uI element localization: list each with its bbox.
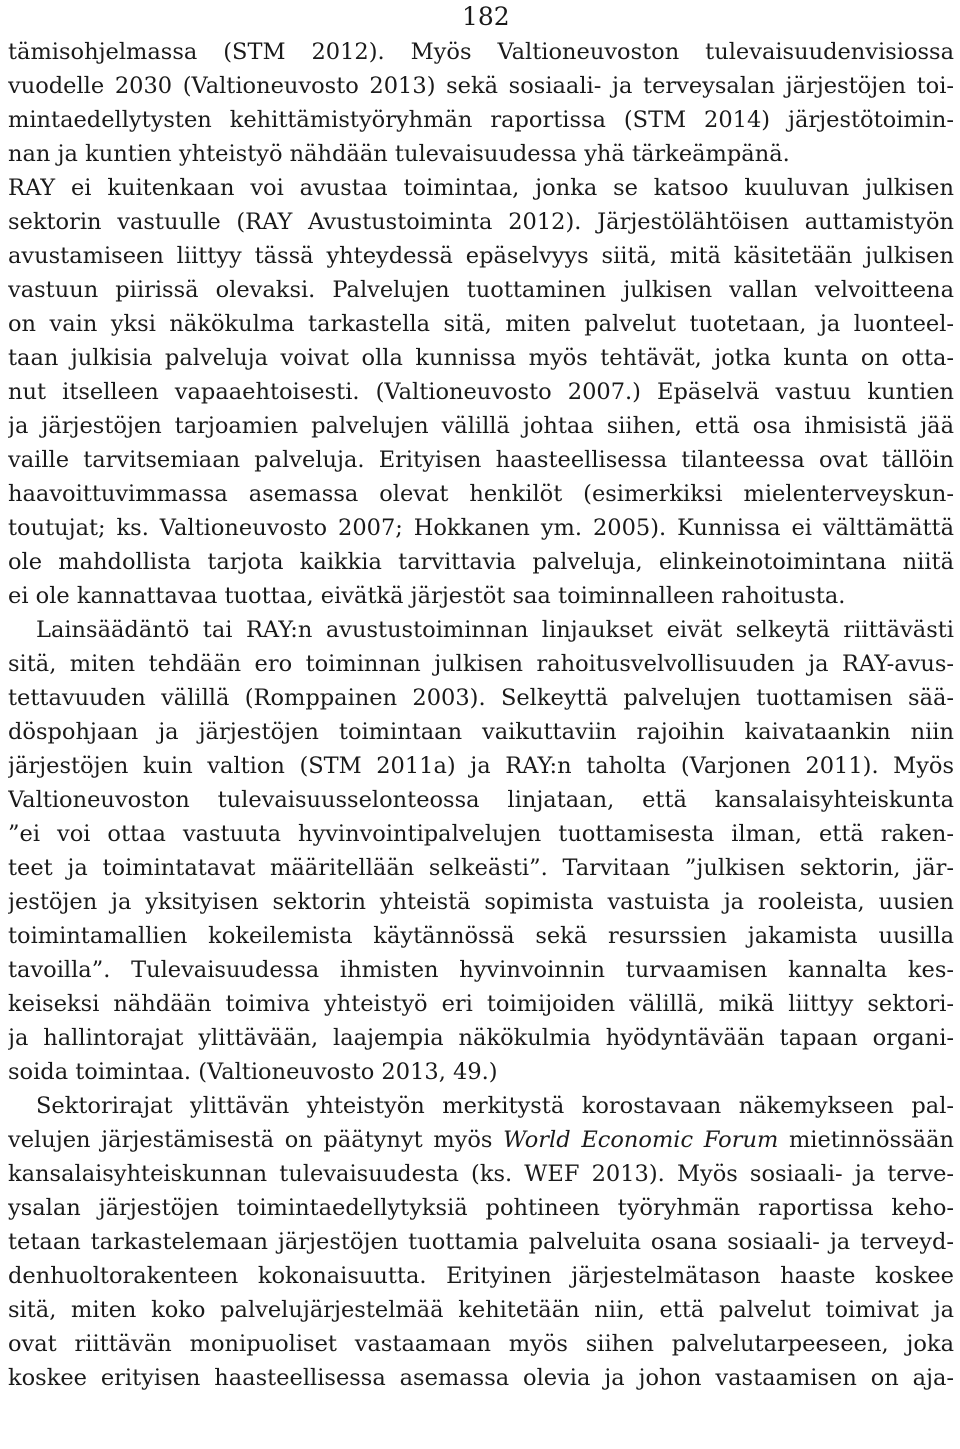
text-line: ei ole kannattavaa tuottaa, eivätkä järjestöt saa toiminnalleen rahoitusta. (8, 583, 846, 609)
text-line: sitä, miten koko palvelujärjestelmää kehitetään niin, että palvelut toimivat ja (8, 1297, 954, 1323)
text-segment: velujen järjestämisestä on päätynyt myös (8, 1127, 504, 1153)
text-segment: mietinnössään (778, 1127, 954, 1153)
text-line: ysalan järjestöjen toimintaedellytyksiä pohtineen työryhmän raportissa keho- (8, 1195, 954, 1221)
text-line: ”ei voi ottaa vastuuta hyvinvointipalvelujen tuottamisesta ilman, että raken- (8, 821, 954, 847)
text-line: döspohjaan ja järjestöjen toimintaan vaikuttaviin rajoihin kaivataankin niin (8, 719, 954, 745)
text-line: sitä, miten tehdään ero toiminnan julkisen rahoitusvelvollisuuden ja RAY-avus- (8, 651, 954, 677)
text-line: vaille tarvitsemiaan palveluja. Erityisen haasteellisessa tilanteessa ovat tällöin (8, 447, 954, 473)
text-line: jestöjen ja yksityisen sektorin yhteistä sopimista vastuista ja rooleista, uusien (8, 889, 954, 915)
text-line: Lainsäädäntö tai RAY:n avustustoiminnan linjaukset eivät selkeytä riittävästi (36, 617, 954, 643)
text-line: Valtioneuvoston tulevaisuusselonteossa linjataan, että kansalaisyhteiskunta (8, 787, 954, 813)
text-line: tettavuuden välillä (Romppainen 2003). Selkeyttä palvelujen tuottamisen sää- (8, 685, 954, 711)
text-line: haavoittuvimmassa asemassa olevat henkilöt (esimerkiksi mielenterveyskun- (8, 481, 954, 507)
text-line: ja järjestöjen tarjoamien palvelujen välillä johtaa siihen, että osa ihmisistä jää (8, 413, 954, 439)
text-line: mintaedellytysten kehittämistyöryhmän raportissa (STM 2014) järjestötoimin- (8, 107, 954, 133)
italic-title: World Economic Forum (503, 1127, 779, 1153)
text-line: nut itselleen vapaaehtoisesti. (Valtioneuvosto 2007.) Epäselvä vastuu kuntien (8, 379, 954, 405)
text-line: keiseksi nähdään toimiva yhteistyö eri toimijoiden välillä, mikä liittyy sektori- (8, 991, 954, 1017)
text-line: toutujat; ks. Valtioneuvosto 2007; Hokkanen ym. 2005). Kunnissa ei välttämättä (8, 515, 954, 541)
text-line: tämisohjelmassa (STM 2012). Myös Valtioneuvoston tulevaisuudenvisiossa (8, 39, 954, 65)
text-line: ovat riittävän monipuoliset vastaamaan myös siihen palvelutarpeeseen, joka (8, 1331, 954, 1357)
text-line: teet ja toimintatavat määritellään selkeästi”. Tarvitaan ”julkisen sektorin, jär- (8, 855, 954, 881)
text-line: vuodelle 2030 (Valtioneuvosto 2013) sekä sosiaali- ja terveysalan järjestöjen toi- (8, 73, 954, 99)
text-line: tavoilla”. Tulevaisuudessa ihmisten hyvinvoinnin turvaamisen kannalta kes- (8, 957, 954, 983)
text-line: ole mahdollista tarjota kaikkia tarvittavia palveluja, elinkeinotoimintana niitä (8, 549, 954, 575)
text-line: tetaan tarkastelemaan järjestöjen tuottamia palveluita osana sosiaali- ja terveyd- (8, 1229, 954, 1255)
text-line: koskee erityisen haasteellisessa asemassa olevia ja johon vastaamisen on aja- (8, 1365, 954, 1391)
text-line: avustamiseen liittyy tässä yhteydessä epäselvyys siitä, mitä käsitetään julkisen (8, 243, 954, 269)
text-line: toimintamallien kokeilemista käytännössä sekä resurssien jakamista uusilla (8, 923, 954, 949)
text-line: taan julkisia palveluja voivat olla kunnissa myös tehtävät, jotka kunta on otta- (8, 345, 954, 371)
text-line: nan ja kuntien yhteistyö nähdään tulevaisuudessa yhä tärkeämpänä. (8, 141, 790, 167)
text-line: RAY ei kuitenkaan voi avustaa toimintaa, jonka se katsoo kuuluvan julkisen (8, 175, 954, 201)
text-line: järjestöjen kuin valtion (STM 2011a) ja RAY:n taholta (Varjonen 2011). Myös (8, 753, 954, 779)
page-number: 182 (462, 2, 510, 31)
text-line: soida toimintaa. (Valtioneuvosto 2013, 49.) (8, 1059, 498, 1085)
text-line: denhuoltorakenteen kokonaisuutta. Erityinen järjestelmätason haaste koskee (8, 1263, 954, 1289)
text-line: sektorin vastuulle (RAY Avustustoiminta 2012). Järjestölähtöisen auttamistyön (8, 209, 954, 235)
text-line: kansalaisyhteiskunnan tulevaisuudesta (ks. WEF 2013). Myös sosiaali- ja terve- (8, 1161, 954, 1187)
text-line: on vain yksi näkökulma tarkastella sitä, miten palvelut tuotetaan, ja luonteel- (8, 311, 954, 337)
text-line: Sektorirajat ylittävän yhteistyön merkitystä korostavaan näkemykseen pal- (36, 1093, 954, 1119)
text-line (8, 1123, 954, 1157)
body-text (8, 35, 954, 1395)
text-line: ja hallintorajat ylittävään, laajempia näkökulmia hyödyntävään tapaan organi- (8, 1025, 954, 1051)
text-line: vastuun piirissä olevaksi. Palvelujen tuottaminen julkisen vallan velvoitteena (8, 277, 954, 303)
